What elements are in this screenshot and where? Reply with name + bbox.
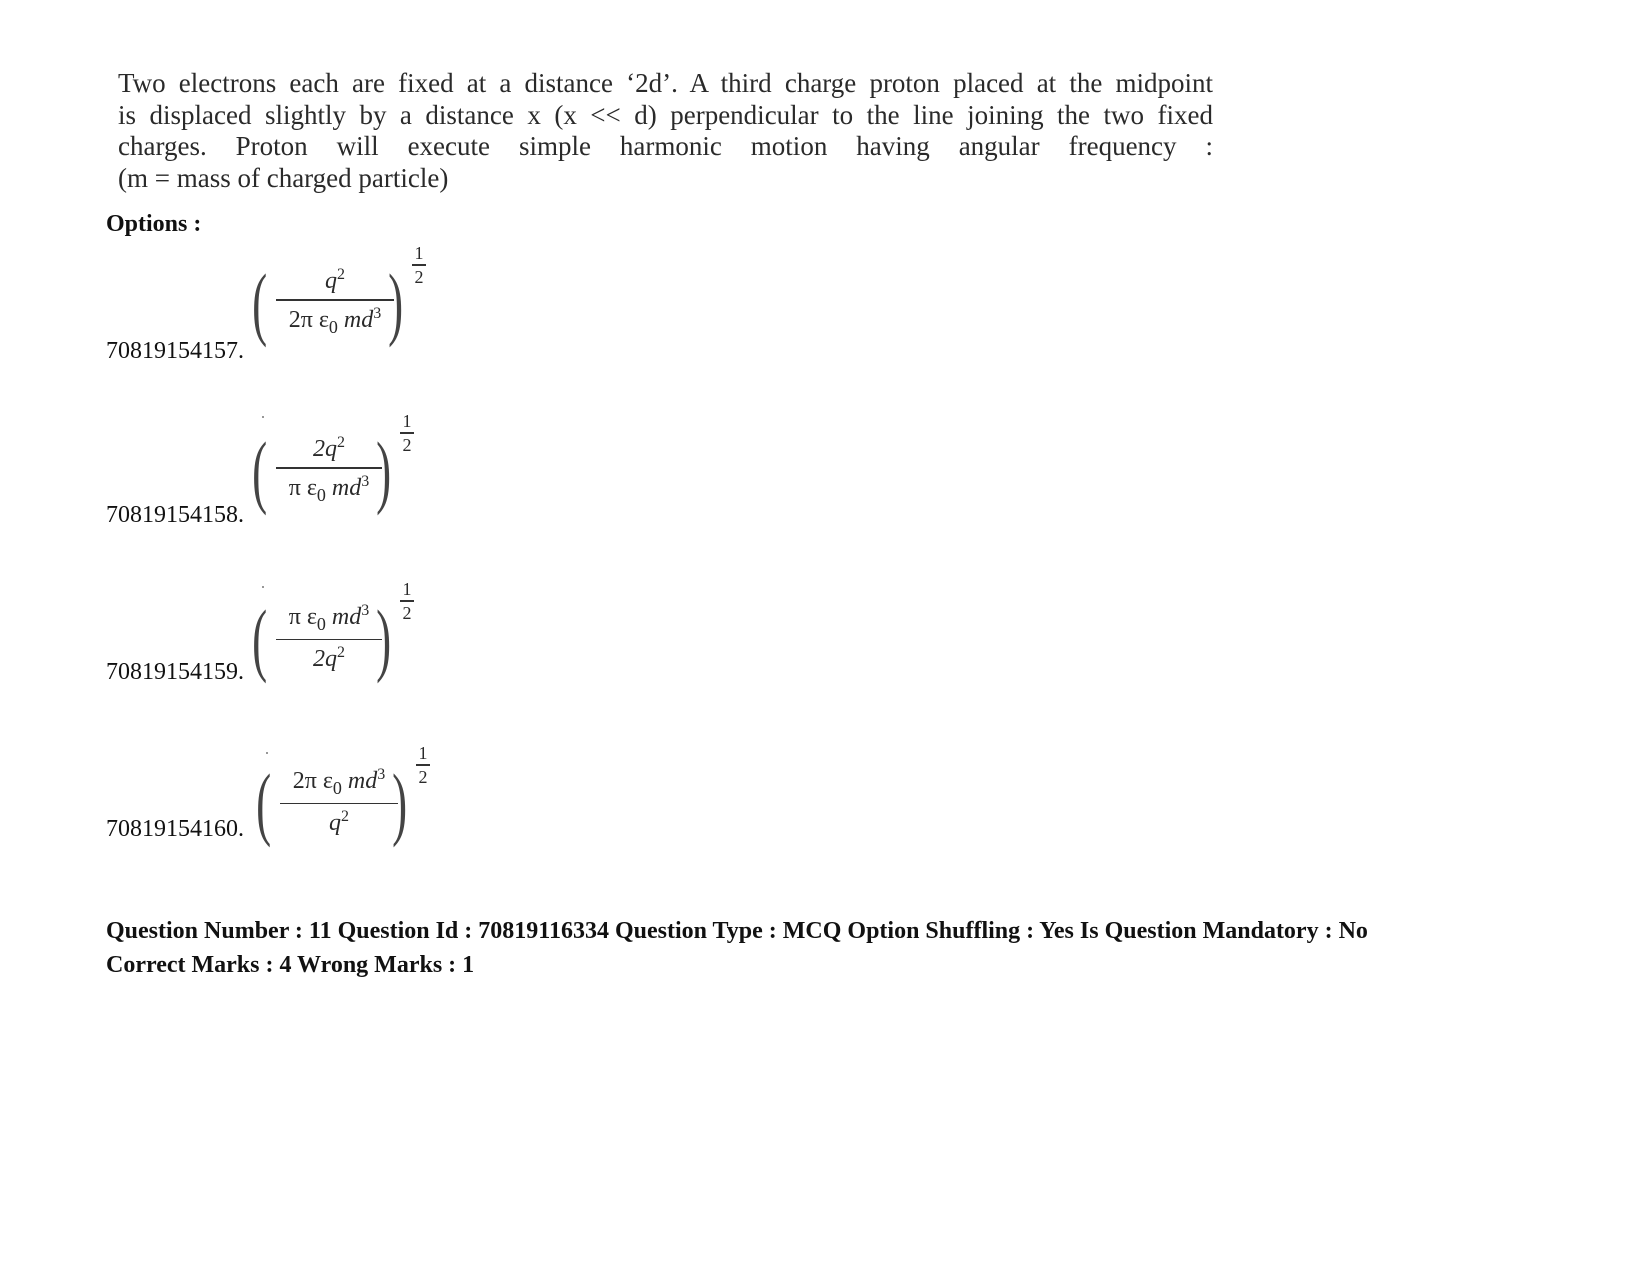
option-formula-2 — [252, 411, 434, 530]
numerator: $2q^2$ — [313, 434, 345, 462]
option-id-4: 70819154160. — [106, 816, 244, 842]
exponent: 1 2 — [400, 412, 414, 454]
left-paren: ( — [256, 757, 272, 848]
option-formula-4 — [256, 743, 448, 864]
numerator: π $\varepsilon_0$ $md^3$ — [288, 602, 370, 634]
left-paren: ( — [252, 425, 268, 516]
question-text — [118, 68, 1213, 194]
question-meta-line: Question Number : 11 Question Id : 70819116334 Question Type : MCQ Option Shuffling : Yes Is Question Mandatory : No — [106, 918, 1368, 944]
option-formula-3 — [252, 579, 434, 700]
exponent: 1 2 — [416, 744, 430, 786]
dot-mark — [262, 586, 264, 588]
fraction — [276, 266, 394, 337]
marks-meta-line: Correct Marks : 4 Wrong Marks : 1 — [106, 952, 475, 978]
right-paren: ) — [392, 757, 408, 848]
option-formula-1 — [252, 243, 434, 360]
question-line: (m = mass of charged particle) — [118, 162, 449, 193]
fraction — [280, 766, 398, 837]
left-paren: ( — [252, 257, 268, 348]
option-id-2: 70819154158. — [106, 502, 244, 528]
denominator: $2q^2$ — [313, 644, 345, 673]
right-paren: ) — [376, 593, 392, 684]
fraction-bar — [280, 803, 398, 805]
fraction-bar — [276, 639, 382, 641]
numerator: $q^2$ — [325, 266, 345, 294]
question-line: Two electrons each are fixed at a distance ‘2d’. A third charge proton placed at the midpoint — [118, 68, 1213, 98]
denominator: 2π $\varepsilon_0$ $md^3$ — [288, 304, 382, 337]
option-id-3: 70819154159. — [106, 659, 244, 685]
left-paren: ( — [252, 593, 268, 684]
right-paren: ) — [388, 257, 404, 348]
fraction — [276, 434, 382, 505]
right-paren: ) — [376, 425, 392, 516]
fraction — [276, 602, 382, 673]
options-label: Options : — [106, 211, 202, 237]
question-line: is displaced slightly by a distance x (x << d) perpendicular to the line joining the two fixed — [118, 99, 1213, 130]
denominator: π $\varepsilon_0$ $md^3$ — [288, 472, 370, 505]
denominator: $q^2$ — [329, 808, 349, 837]
numerator: 2π $\varepsilon_0$ $md^3$ — [292, 766, 386, 798]
exponent: 1 2 — [400, 580, 414, 622]
dot-mark — [262, 416, 264, 418]
fraction-bar — [276, 467, 382, 469]
exponent: 1 2 — [412, 244, 426, 286]
question-line: charges. Proton will execute simple harmonic motion having angular frequency : — [118, 131, 1213, 161]
option-id-1: 70819154157. — [106, 338, 244, 364]
fraction-bar — [276, 299, 394, 301]
